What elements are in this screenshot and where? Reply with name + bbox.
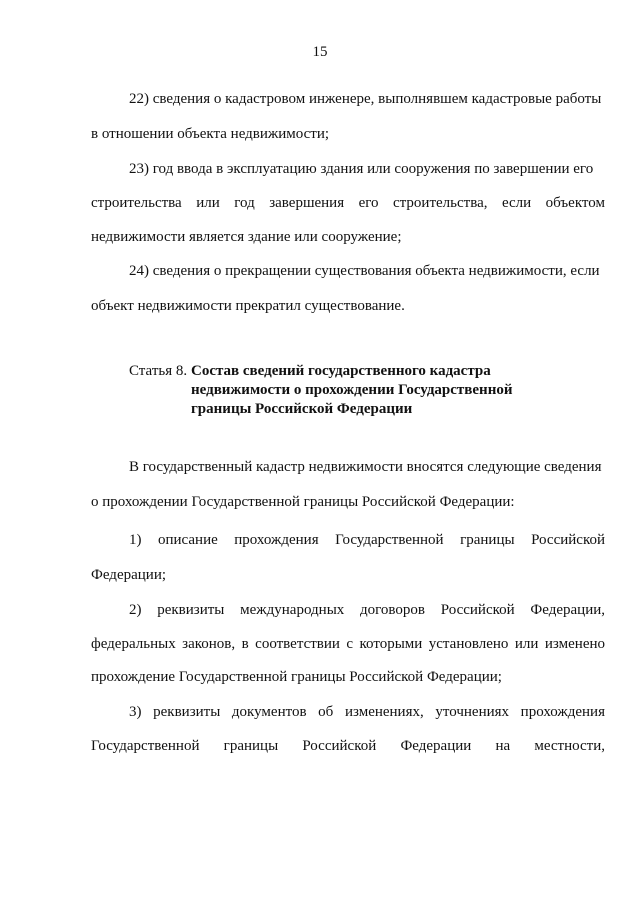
item-22-line-2: в отношении объекта недвижимости; xyxy=(91,126,330,142)
item-2-line-3: прохождение Государственной границы Российской Федерации; xyxy=(91,669,502,685)
article-title xyxy=(191,362,513,419)
item-24-line-2: объект недвижимости прекратил существование. xyxy=(91,298,405,314)
item-23-line-2: строительства или год завершения его строительства, если объектом xyxy=(91,195,605,211)
page-number: 15 xyxy=(312,44,328,60)
article-title-line-3: границы Российской Федерации xyxy=(191,401,413,417)
article-title-line-1: Состав сведений государственного кадастра xyxy=(191,363,491,379)
intro-line-2: о прохождении Государственной границы Российской Федерации: xyxy=(91,494,515,510)
item-22-line-1: 22) сведения о кадастровом инженере, выполнявшем кадастровые работы xyxy=(129,91,602,107)
item-23-line-3: недвижимости является здание или сооружение; xyxy=(91,229,402,245)
article-label: Статья 8. xyxy=(129,363,188,379)
item-24-line-1: 24) сведения о прекращении существования объекта недвижимости, если xyxy=(129,263,600,279)
item-2-line-2: федеральных законов, в соответствии с которыми установлено или изменено xyxy=(91,636,605,652)
item-1-line-1: 1) описание прохождения Государственной границы Российской xyxy=(129,532,605,548)
item-23-line-1: 23) год ввода в эксплуатацию здания или сооружения по завершении его xyxy=(129,161,594,177)
item-1-line-2: Федерации; xyxy=(91,567,167,583)
item-2-line-1: 2) реквизиты международных договоров Российской Федерации, xyxy=(129,602,605,618)
article-title-line-2: недвижимости о прохождении Государственной xyxy=(191,382,513,398)
intro-line-1: В государственный кадастр недвижимости вносятся следующие сведения xyxy=(129,459,602,475)
item-3-line-2: Государственной границы Российской Федерации на местности, xyxy=(91,738,605,754)
item-3-line-1: 3) реквизиты документов об изменениях, уточнениях прохождения xyxy=(129,704,605,720)
